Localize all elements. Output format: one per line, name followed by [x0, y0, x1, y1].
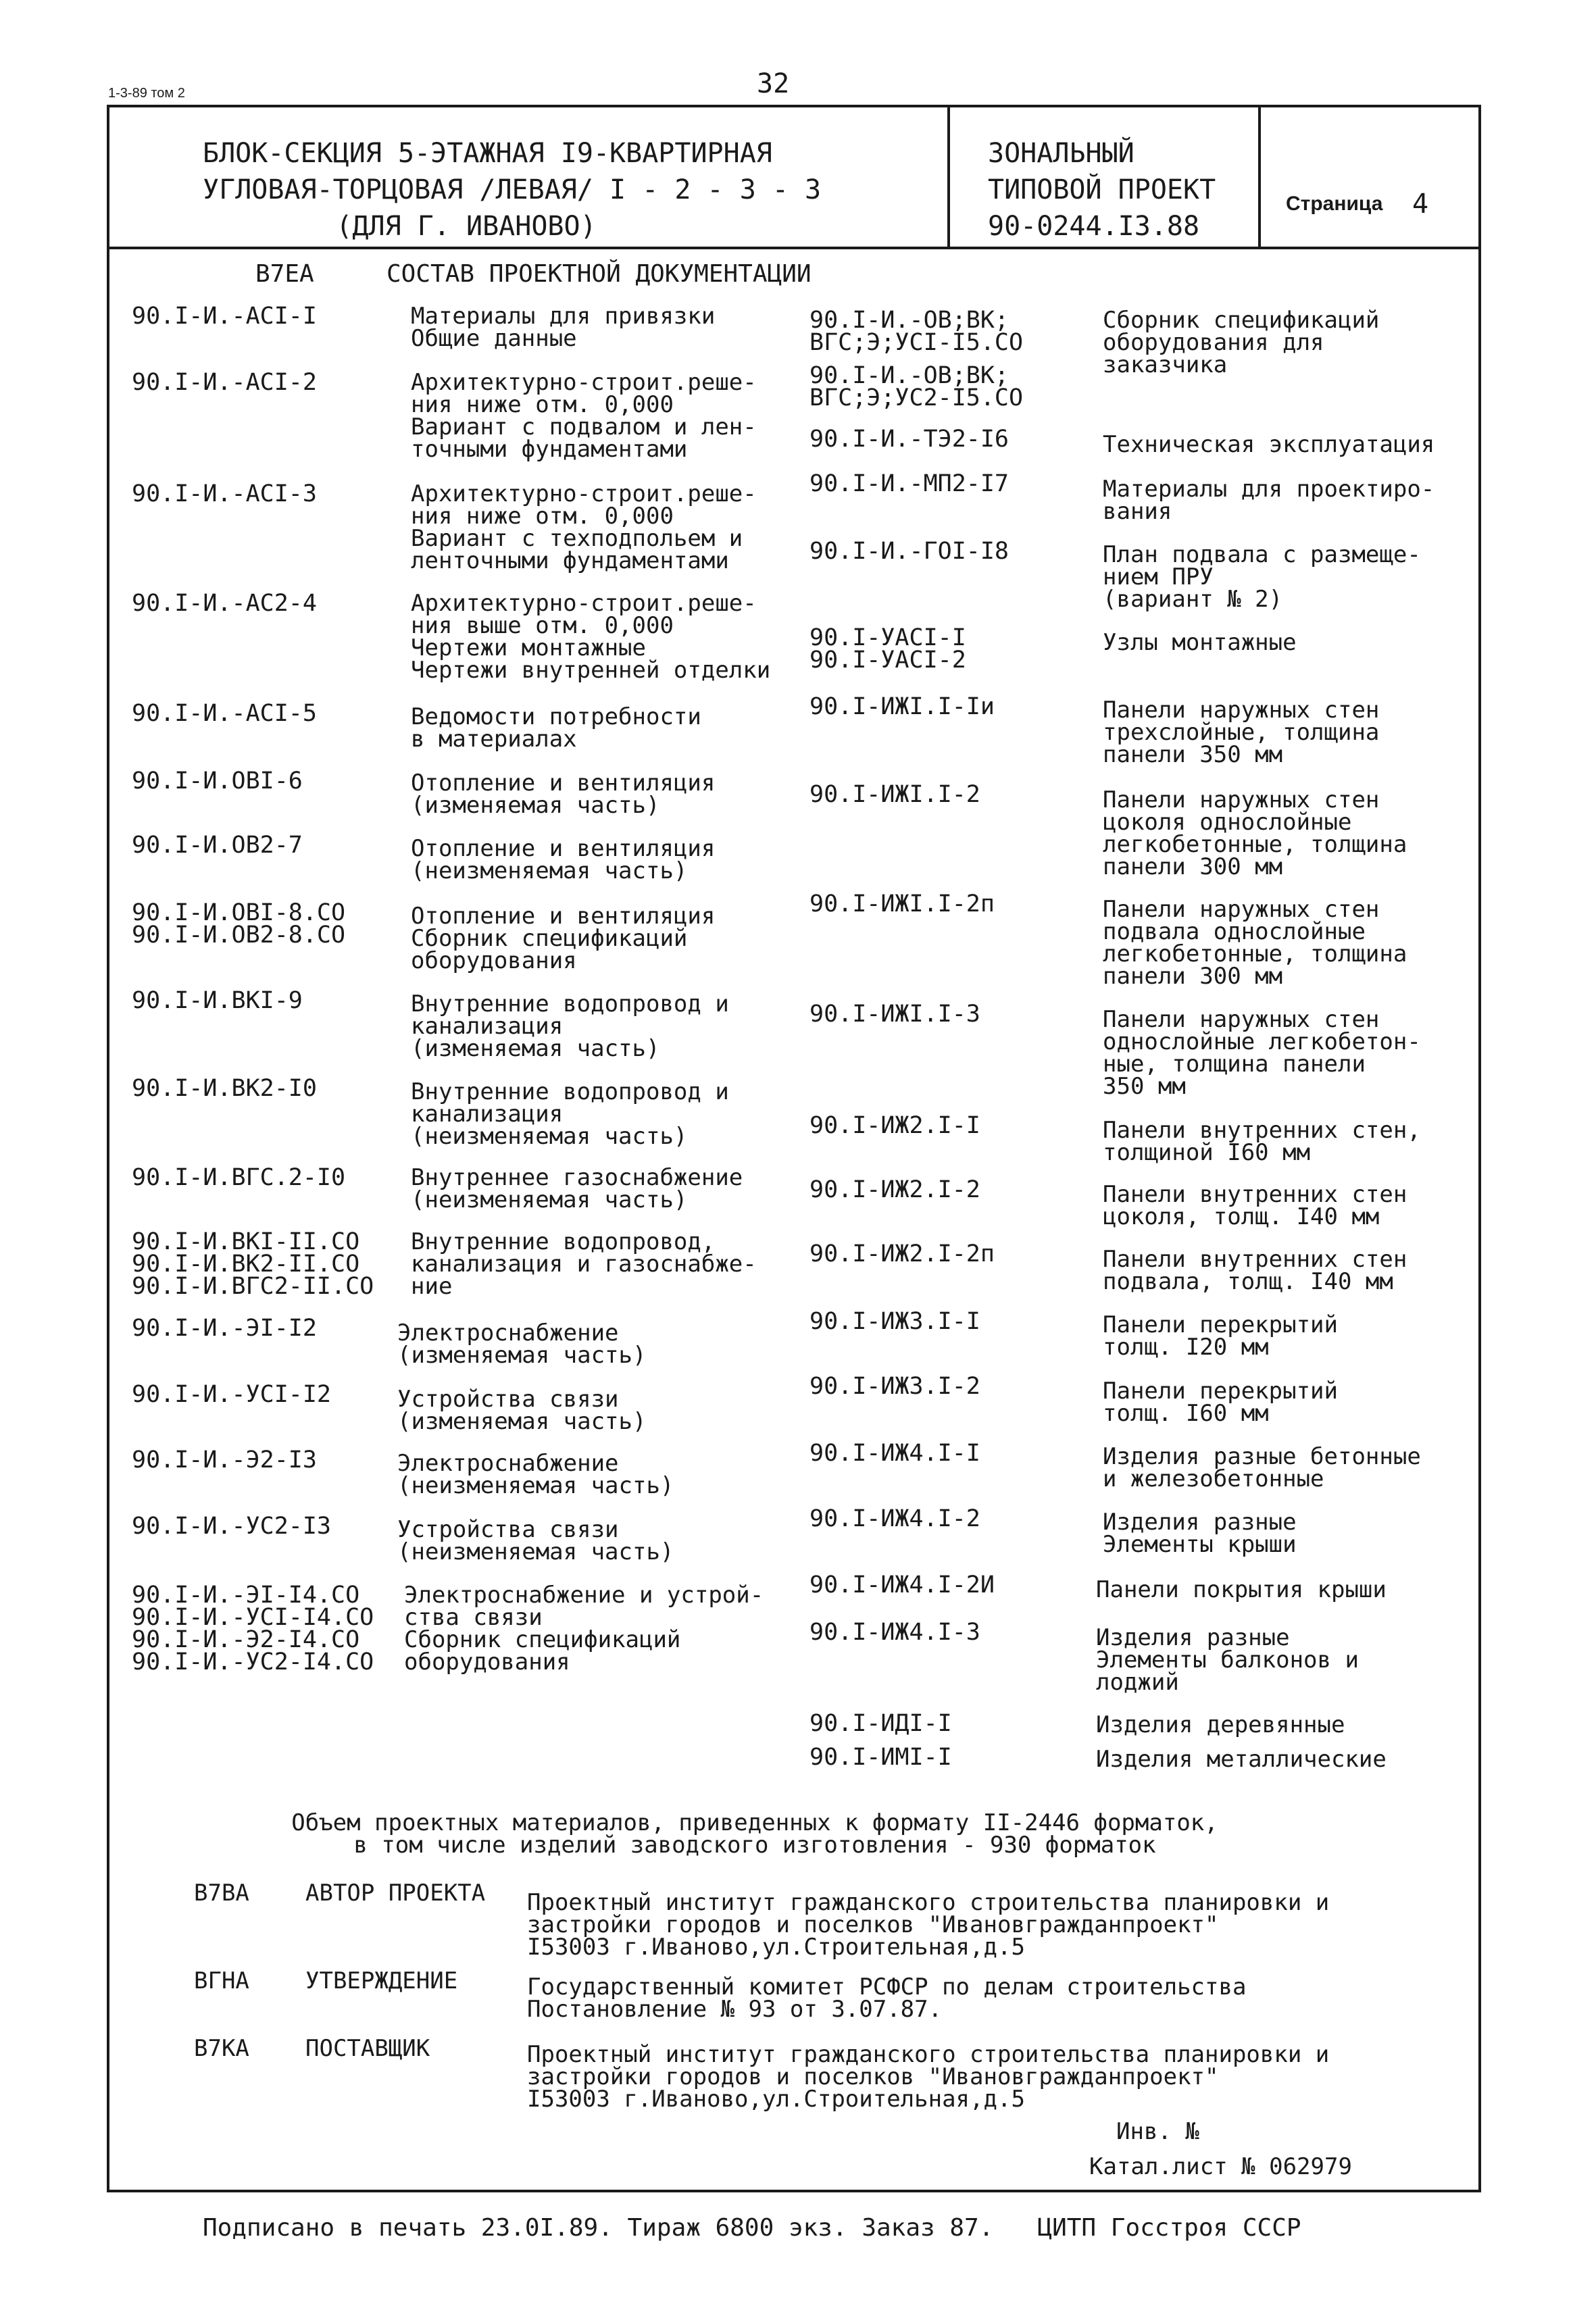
- project-line-3: 90-0244.I3.88: [988, 211, 1200, 242]
- right-code-19: 90.I-ИЖ4.I-3: [809, 1619, 980, 1646]
- title-line-1: БЛОК-СЕКЦИЯ 5-ЭТАЖНАЯ I9-КВАРТИРНАЯ: [203, 138, 772, 169]
- right-code-8: 90.I-ИЖI.I-2: [809, 781, 980, 808]
- right-desc-3: Техническая эксплуатация: [1103, 431, 1435, 458]
- title-line-2: УГЛОВАЯ-ТОРЦОВАЯ /ЛЕВАЯ/ I - 2 - 3 - 3: [203, 174, 822, 205]
- header-divider: [107, 247, 1481, 249]
- left-desc-7: Отопление и вентиляция (неизменяемая часть): [411, 835, 716, 884]
- right-code-2: 90.I-И.-ОВ;ВК; ВГС;Э;УС2-I5.СО: [809, 362, 1024, 411]
- left-desc-16: Устройства связи (неизменяемая часть): [397, 1516, 674, 1565]
- left-desc-17: Электроснабжение и устрой- ства связи Сборник спецификаций оборудования: [404, 1582, 764, 1676]
- right-code-21: 90.I-ИМI-I: [809, 1744, 952, 1771]
- project-line-2: ТИПОВОЙ ПРОЕКТ: [988, 174, 1216, 205]
- supplier-code: В7КА: [194, 2035, 249, 2062]
- right-code-16: 90.I-ИЖ4.I-I: [809, 1440, 980, 1467]
- right-desc-14: Панели перекрытий толщ. I20 мм: [1103, 1311, 1338, 1361]
- left-code-12: 90.I-И.ВКI-II.СО 90.I-И.ВК2-II.СО 90.I-И.ВГС2-II.СО: [132, 1228, 374, 1300]
- header-vline-2: [1258, 105, 1261, 248]
- section-code: В7ЕА: [255, 260, 314, 288]
- right-code-15: 90.I-ИЖ3.I-2: [809, 1373, 980, 1400]
- right-code-12: 90.I-ИЖ2.I-2: [809, 1176, 980, 1203]
- left-desc-9: Внутренние водопровод и канализация (изменяемая часть): [411, 990, 729, 1062]
- page-value: 4: [1412, 188, 1429, 220]
- right-code-4: 90.I-И.-МП2-I7: [809, 470, 1009, 497]
- left-desc-6: Отопление и вентиляция (изменяемая часть): [411, 770, 716, 819]
- left-code-7: 90.I-И.ОВ2-7: [132, 832, 303, 859]
- right-code-20: 90.I-ИДI-I: [809, 1710, 952, 1737]
- right-desc-6: Узлы монтажные: [1103, 629, 1297, 656]
- approval-code: ВГНА: [194, 1967, 249, 1994]
- left-desc-11: Внутреннее газоснабжение (неизменяемая часть): [411, 1164, 743, 1213]
- right-desc-12: Панели внутренних стен цоколя, толщ. I40 мм: [1103, 1181, 1407, 1230]
- left-code-10: 90.I-И.ВК2-I0: [132, 1075, 317, 1102]
- supplier-text: Проектный институт гражданского строительства планировки и застройки городов и поселков "Ивановгражданпроект" I53003 г.Иваново,ул.Строительная,д.5: [527, 2041, 1330, 2113]
- right-code-14: 90.I-ИЖ3.I-I: [809, 1308, 980, 1335]
- right-desc-10: Панели наружных стен однослойные легкобетон- ные, толщина панели 350 мм: [1103, 1006, 1421, 1100]
- left-code-4: 90.I-И.-АС2-4: [132, 590, 317, 617]
- volume-note: Объем проектных материалов, приведенных к формату II-2446 форматок, в том числе изделий заводского изготовления - 930 форматок: [291, 1809, 1218, 1859]
- right-code-1: 90.I-И.-ОВ;ВК; ВГС;Э;УСI-I5.СО: [809, 307, 1024, 356]
- right-code-6: 90.I-УАСI-I 90.I-УАСI-2: [809, 624, 966, 674]
- right-code-13: 90.I-ИЖ2.I-2п: [809, 1240, 995, 1267]
- right-desc-21: Изделия металлические: [1096, 1746, 1387, 1773]
- left-desc-2: Архитектурно-строит.реше- ния ниже отм. 0,000 Вариант с подвалом и лен- точными фундаментами: [411, 369, 757, 463]
- right-code-9: 90.I-ИЖI.I-2п: [809, 890, 995, 917]
- right-code-5: 90.I-И.-ГОI-I8: [809, 538, 1009, 565]
- left-desc-13: Электроснабжение (изменяемая часть): [397, 1319, 647, 1369]
- left-code-5: 90.I-И.-АСI-5: [132, 700, 317, 727]
- right-desc-16: Изделия разные бетонные и железобетонные: [1103, 1443, 1421, 1492]
- left-desc-4: Архитектурно-строит.реше- ния выше отм. 0,000 Чертежи монтажные Чертежи внутренней отделки: [411, 590, 771, 684]
- right-desc-5: План подвала с размеще- нием ПРУ (вариант № 2): [1103, 541, 1421, 613]
- page-number: 32: [757, 68, 790, 99]
- series-label: 1-3-89 том 2: [108, 86, 185, 101]
- left-desc-14: Устройства связи (изменяемая часть): [397, 1386, 647, 1435]
- left-code-15: 90.I-И.-Э2-I3: [132, 1447, 317, 1474]
- left-desc-5: Ведомости потребности в материалах: [411, 703, 701, 753]
- author-text: Проектный институт гражданского строительства планировки и застройки городов и поселков "Ивановгражданпроект" I53003 г.Иваново,ул.Строительная,д.5: [527, 1889, 1330, 1961]
- project-line-1: ЗОНАЛЬНЫЙ: [988, 138, 1134, 169]
- catalog-sheet: Катал.лист № 062979: [1089, 2153, 1352, 2180]
- right-code-18: 90.I-ИЖ4.I-2И: [809, 1571, 995, 1599]
- left-code-2: 90.I-И.-АСI-2: [132, 369, 317, 396]
- author-code: В7ВА: [194, 1880, 249, 1907]
- left-code-16: 90.I-И.-УС2-I3: [132, 1513, 332, 1540]
- right-desc-4: Материалы для проектиро- вания: [1103, 476, 1435, 525]
- header-vline-1: [947, 105, 950, 248]
- left-desc-10: Внутренние водопровод и канализация (неизменяемая часть): [411, 1078, 729, 1150]
- right-desc-9: Панели наружных стен подвала однослойные легкобетонные, толщина панели 300 мм: [1103, 896, 1407, 990]
- right-desc-20: Изделия деревянные: [1096, 1711, 1345, 1738]
- left-desc-15: Электроснабжение (неизменяемая часть): [397, 1450, 674, 1499]
- approval-text: Государственный комитет РСФСР по делам строительства Постановление № 93 от 3.07.87.: [527, 1973, 1247, 2023]
- header-project: [988, 135, 1216, 245]
- left-code-14: 90.I-И.-УСI-I2: [132, 1381, 332, 1408]
- left-code-3: 90.I-И.-АСI-3: [132, 480, 317, 507]
- header-title: [203, 135, 822, 245]
- right-desc-7: Панели наружных стен трехслойные, толщина панели 350 мм: [1103, 697, 1380, 768]
- right-code-11: 90.I-ИЖ2.I-I: [809, 1112, 980, 1139]
- left-desc-12: Внутренние водопровод, канализация и газоснабже- ние: [411, 1228, 757, 1300]
- left-code-1: 90.I-И.-АСI-I: [132, 303, 317, 330]
- right-code-3: 90.I-И.-ТЭ2-I6: [809, 426, 1009, 453]
- right-desc-15: Панели перекрытий толщ. I60 мм: [1103, 1378, 1338, 1427]
- left-desc-3: Архитектурно-строит.реше- ния ниже отм. 0,000 Вариант с техподпольем и ленточными фундаментами: [411, 480, 757, 574]
- left-code-13: 90.I-И.-ЭI-I2: [132, 1315, 317, 1342]
- right-code-17: 90.I-ИЖ4.I-2: [809, 1505, 980, 1532]
- right-desc-18: Панели покрытия крыши: [1096, 1576, 1387, 1603]
- left-code-9: 90.I-И.ВКI-9: [132, 987, 303, 1014]
- right-desc-19: Изделия разные Элементы балконов и лоджий: [1096, 1624, 1359, 1696]
- inventory-label: Инв. №: [1116, 2118, 1199, 2145]
- right-desc-17: Изделия разные Элементы крыши: [1103, 1509, 1297, 1558]
- right-desc-8: Панели наружных стен цоколя однослойные легкобетонные, толщина панели 300 мм: [1103, 786, 1407, 880]
- left-code-11: 90.I-И.ВГС.2-I0: [132, 1164, 346, 1191]
- author-label: АВТОР ПРОЕКТА: [305, 1880, 486, 1907]
- left-desc-1: Материалы для привязки Общие данные: [411, 303, 716, 352]
- page-label: Страница: [1286, 193, 1383, 215]
- supplier-label: ПОСТАВЩИК: [305, 2035, 430, 2062]
- left-code-17: 90.I-И.-ЭI-I4.СО 90.I-И.-УСI-I4.СО 90.I-И.-Э2-I4.СО 90.I-И.-УС2-I4.СО: [132, 1582, 374, 1676]
- right-desc-1: Сборник спецификаций оборудования для заказчика: [1103, 307, 1380, 378]
- title-line-3: (ДЛЯ Г. ИВАНОВО): [336, 211, 597, 242]
- right-code-7: 90.I-ИЖI.I-Iи: [809, 693, 995, 720]
- right-desc-11: Панели внутренних стен, толщиной I60 мм: [1103, 1117, 1421, 1166]
- section-title: СОСТАВ ПРОЕКТНОЙ ДОКУМЕНТАЦИИ: [386, 260, 812, 288]
- right-code-10: 90.I-ИЖI.I-3: [809, 1001, 980, 1028]
- left-code-6: 90.I-И.ОВI-6: [132, 768, 303, 795]
- left-desc-8: Отопление и вентиляция Сборник спецификаций оборудования: [411, 903, 716, 974]
- approval-label: УТВЕРЖДЕНИЕ: [305, 1967, 458, 1994]
- right-desc-13: Панели внутренних стен подвала, толщ. I40 мм: [1103, 1246, 1407, 1295]
- left-code-8: 90.I-И.ОВI-8.СО 90.I-И.ОВ2-8.СО: [132, 899, 346, 949]
- print-footer: Подписано в печать 23.0I.89. Тираж 6800 экз. Заказ 87. ЦИТП Госстроя СССР: [203, 2214, 1301, 2242]
